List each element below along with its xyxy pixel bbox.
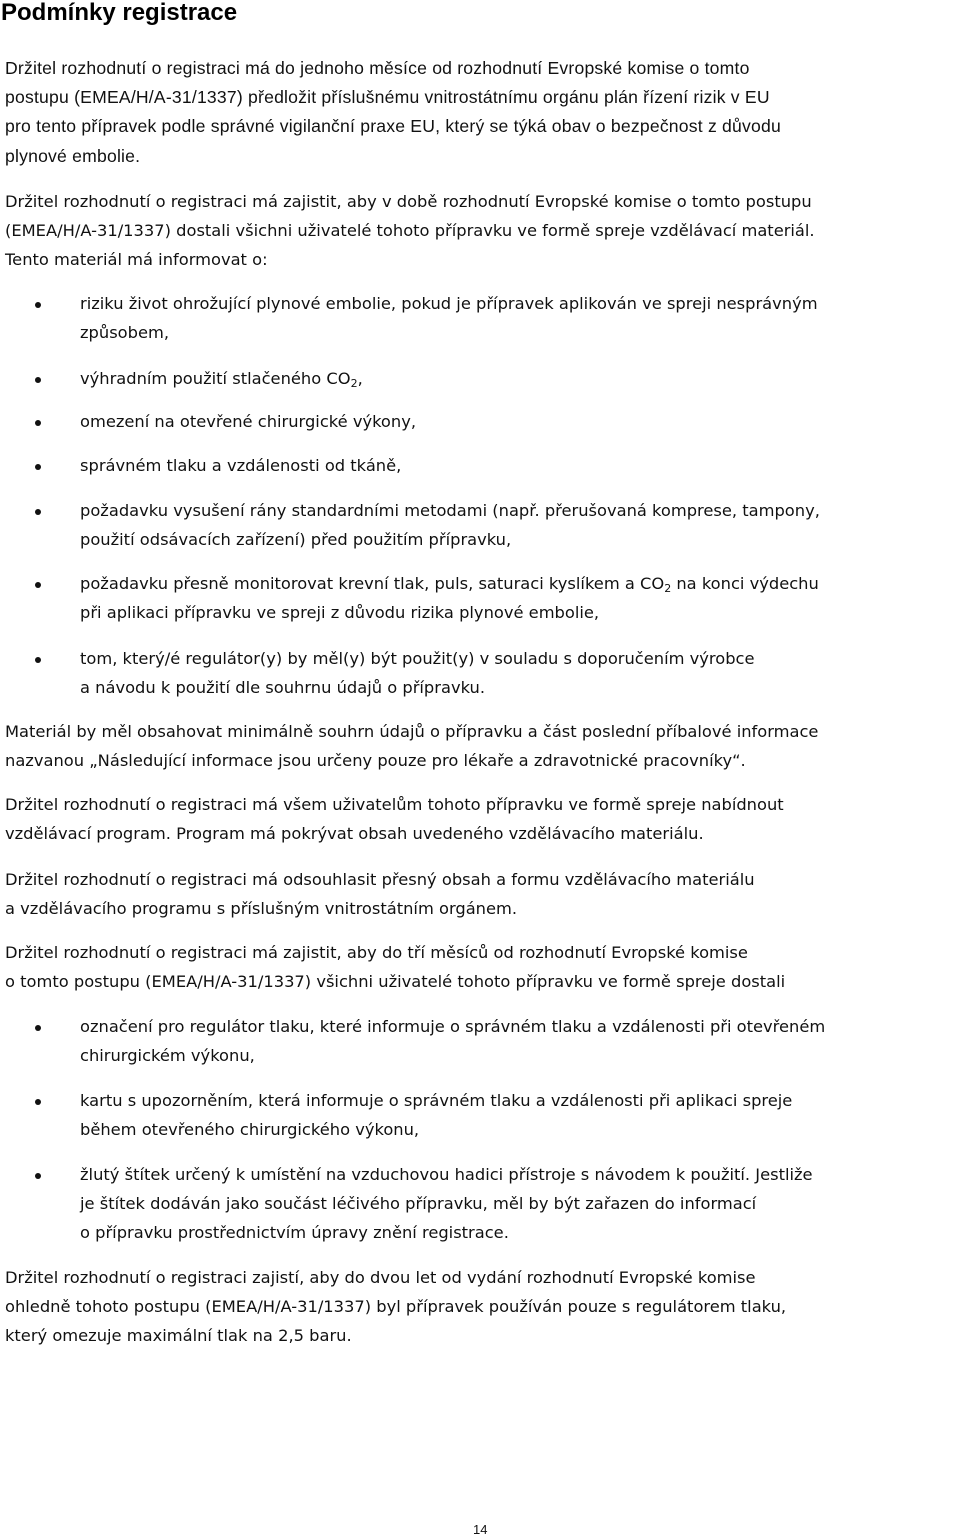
text-line: Tento materiál má informovat o: — [5, 250, 268, 270]
bullet-icon — [35, 657, 41, 663]
bullet-icon — [35, 302, 41, 308]
text-fragment: , — [357, 369, 363, 388]
text-line: Držitel rozhodnutí o registraci má zajistit, aby do tří měsíců od rozhodnutí Evropské komise — [5, 943, 748, 962]
subscript: 2 — [664, 582, 672, 595]
paragraph-three-months — [5, 938, 960, 996]
bullet-icon — [35, 1173, 41, 1179]
text-line: chirurgickém výkonu, — [80, 1046, 255, 1066]
text-line: tom, který/é regulátor(y) by měl(y) být použit(y) v souladu s doporučením výrobce — [80, 649, 755, 668]
text-line: výhradním použití stlačeného CO — [80, 369, 351, 388]
paragraph-approval — [5, 865, 960, 923]
bullet-icon — [35, 582, 41, 588]
text-fragment: na konci výdechu — [671, 574, 819, 593]
text-line: a návodu k použití dle souhrnu údajů o přípravku. — [80, 678, 485, 698]
paragraph-educational-program — [5, 790, 960, 848]
text-line: pro tento přípravek podle správné vigilanční praxe EU, který se týká obav o bezpečnost z důvodu — [5, 116, 781, 137]
bullet-icon — [35, 464, 41, 470]
bullet-icon — [35, 420, 41, 426]
text-line: postupu (EMEA/H/A-31/1337) předložit příslušnému vnitrostátnímu orgánu plán řízení rizik v EU — [5, 87, 770, 108]
text-line: použití odsávacích zařízení) před použitím přípravku, — [80, 530, 512, 550]
text-line: nazvanou „Následující informace jsou určeny pouze pro lékaře a zdravotnické pracovníky“. — [5, 751, 746, 771]
text-line: požadavku vysušení rány standardními metodami (např. přerušovaná komprese, tampony, — [80, 501, 820, 520]
text-line: správném tlaku a vzdálenosti od tkáně, — [80, 456, 402, 475]
text-line: je štítek dodáván jako součást léčivého přípravku, měl by být zařazen do informací — [80, 1194, 757, 1214]
text-line: způsobem, — [80, 323, 170, 343]
paragraph-material-content — [5, 717, 960, 775]
text-line: vzdělávací program. Program má pokrývat obsah uvedeného vzdělávacího materiálu. — [5, 824, 704, 844]
text-line: žlutý štítek určený k umístění na vzduchovou hadici přístroje s návodem k použití. Jestliže — [80, 1165, 813, 1184]
text-line: Držitel rozhodnutí o registraci má do jednoho měsíce od rozhodnutí Evropské komise o tomto — [5, 58, 750, 78]
bullet-icon — [35, 1099, 41, 1105]
text-line: při aplikaci přípravku ve spreji z důvodu rizika plynové embolie, — [80, 603, 600, 623]
bullet-icon — [35, 509, 41, 515]
page-number: 14 — [473, 1522, 488, 1537]
text-line: o tomto postupu (EMEA/H/A-31/1337) všichni uživatelé tohoto přípravku ve formě spreje dostali — [5, 972, 786, 992]
text-line: požadavku přesně monitorovat krevní tlak, puls, saturaci kyslíkem a CO — [80, 574, 665, 593]
text-line: omezení na otevřené chirurgické výkony, — [80, 412, 417, 431]
text-line: který omezuje maximální tlak na 2,5 baru. — [5, 1326, 352, 1346]
text-line: riziku život ohrožující plynové embolie, pokud je přípravek aplikován ve spreji nesprávným — [80, 294, 818, 313]
text-line: (EMEA/H/A-31/1337) dostali všichni uživatelé tohoto přípravku ve formě spreje vzdělávací materiál. — [5, 221, 815, 241]
text-line: Držitel rozhodnutí o registraci zajistí, aby do dvou let od vydání rozhodnutí Evropské komise — [5, 1268, 756, 1287]
paragraph-pressure-regulator — [5, 1263, 960, 1351]
paragraph-educational-material — [5, 187, 960, 275]
text-line: Držitel rozhodnutí o registraci má zajistit, aby v době rozhodnutí Evropské komise o tomto postupu — [5, 192, 812, 211]
text-line: Materiál by měl obsahovat minimálně souhrn údajů o přípravku a část poslední příbalové informace — [5, 722, 819, 741]
bullet-icon — [35, 1025, 41, 1031]
text-line: a vzdělávacího programu s příslušným vnitrostátním orgánem. — [5, 899, 518, 919]
page-title: Podmínky registrace — [1, 0, 238, 26]
text-line: ohledně tohoto postupu (EMEA/H/A-31/1337) byl přípravek používán pouze s regulátorem tlaku, — [5, 1297, 787, 1317]
text-line: během otevřeného chirurgického výkonu, — [80, 1120, 420, 1140]
text-line: o přípravku prostřednictvím úpravy znění registrace. — [80, 1223, 509, 1243]
subscript: 2 — [350, 377, 358, 390]
bullet-icon — [35, 377, 41, 383]
text-line: plynové embolie. — [5, 145, 141, 166]
text-line: označení pro regulátor tlaku, které informuje o správném tlaku a vzdálenosti při otevřeném — [80, 1017, 826, 1036]
text-line: Držitel rozhodnutí o registraci má všem uživatelům tohoto přípravku ve formě spreje nabídnout — [5, 795, 784, 814]
text-line: kartu s upozorněním, která informuje o správném tlaku a vzdálenosti při aplikaci spreje — [80, 1091, 793, 1110]
paragraph-risk-management-plan — [5, 54, 960, 171]
text-line: Držitel rozhodnutí o registraci má odsouhlasit přesný obsah a formu vzdělávacího materiálu — [5, 870, 755, 889]
